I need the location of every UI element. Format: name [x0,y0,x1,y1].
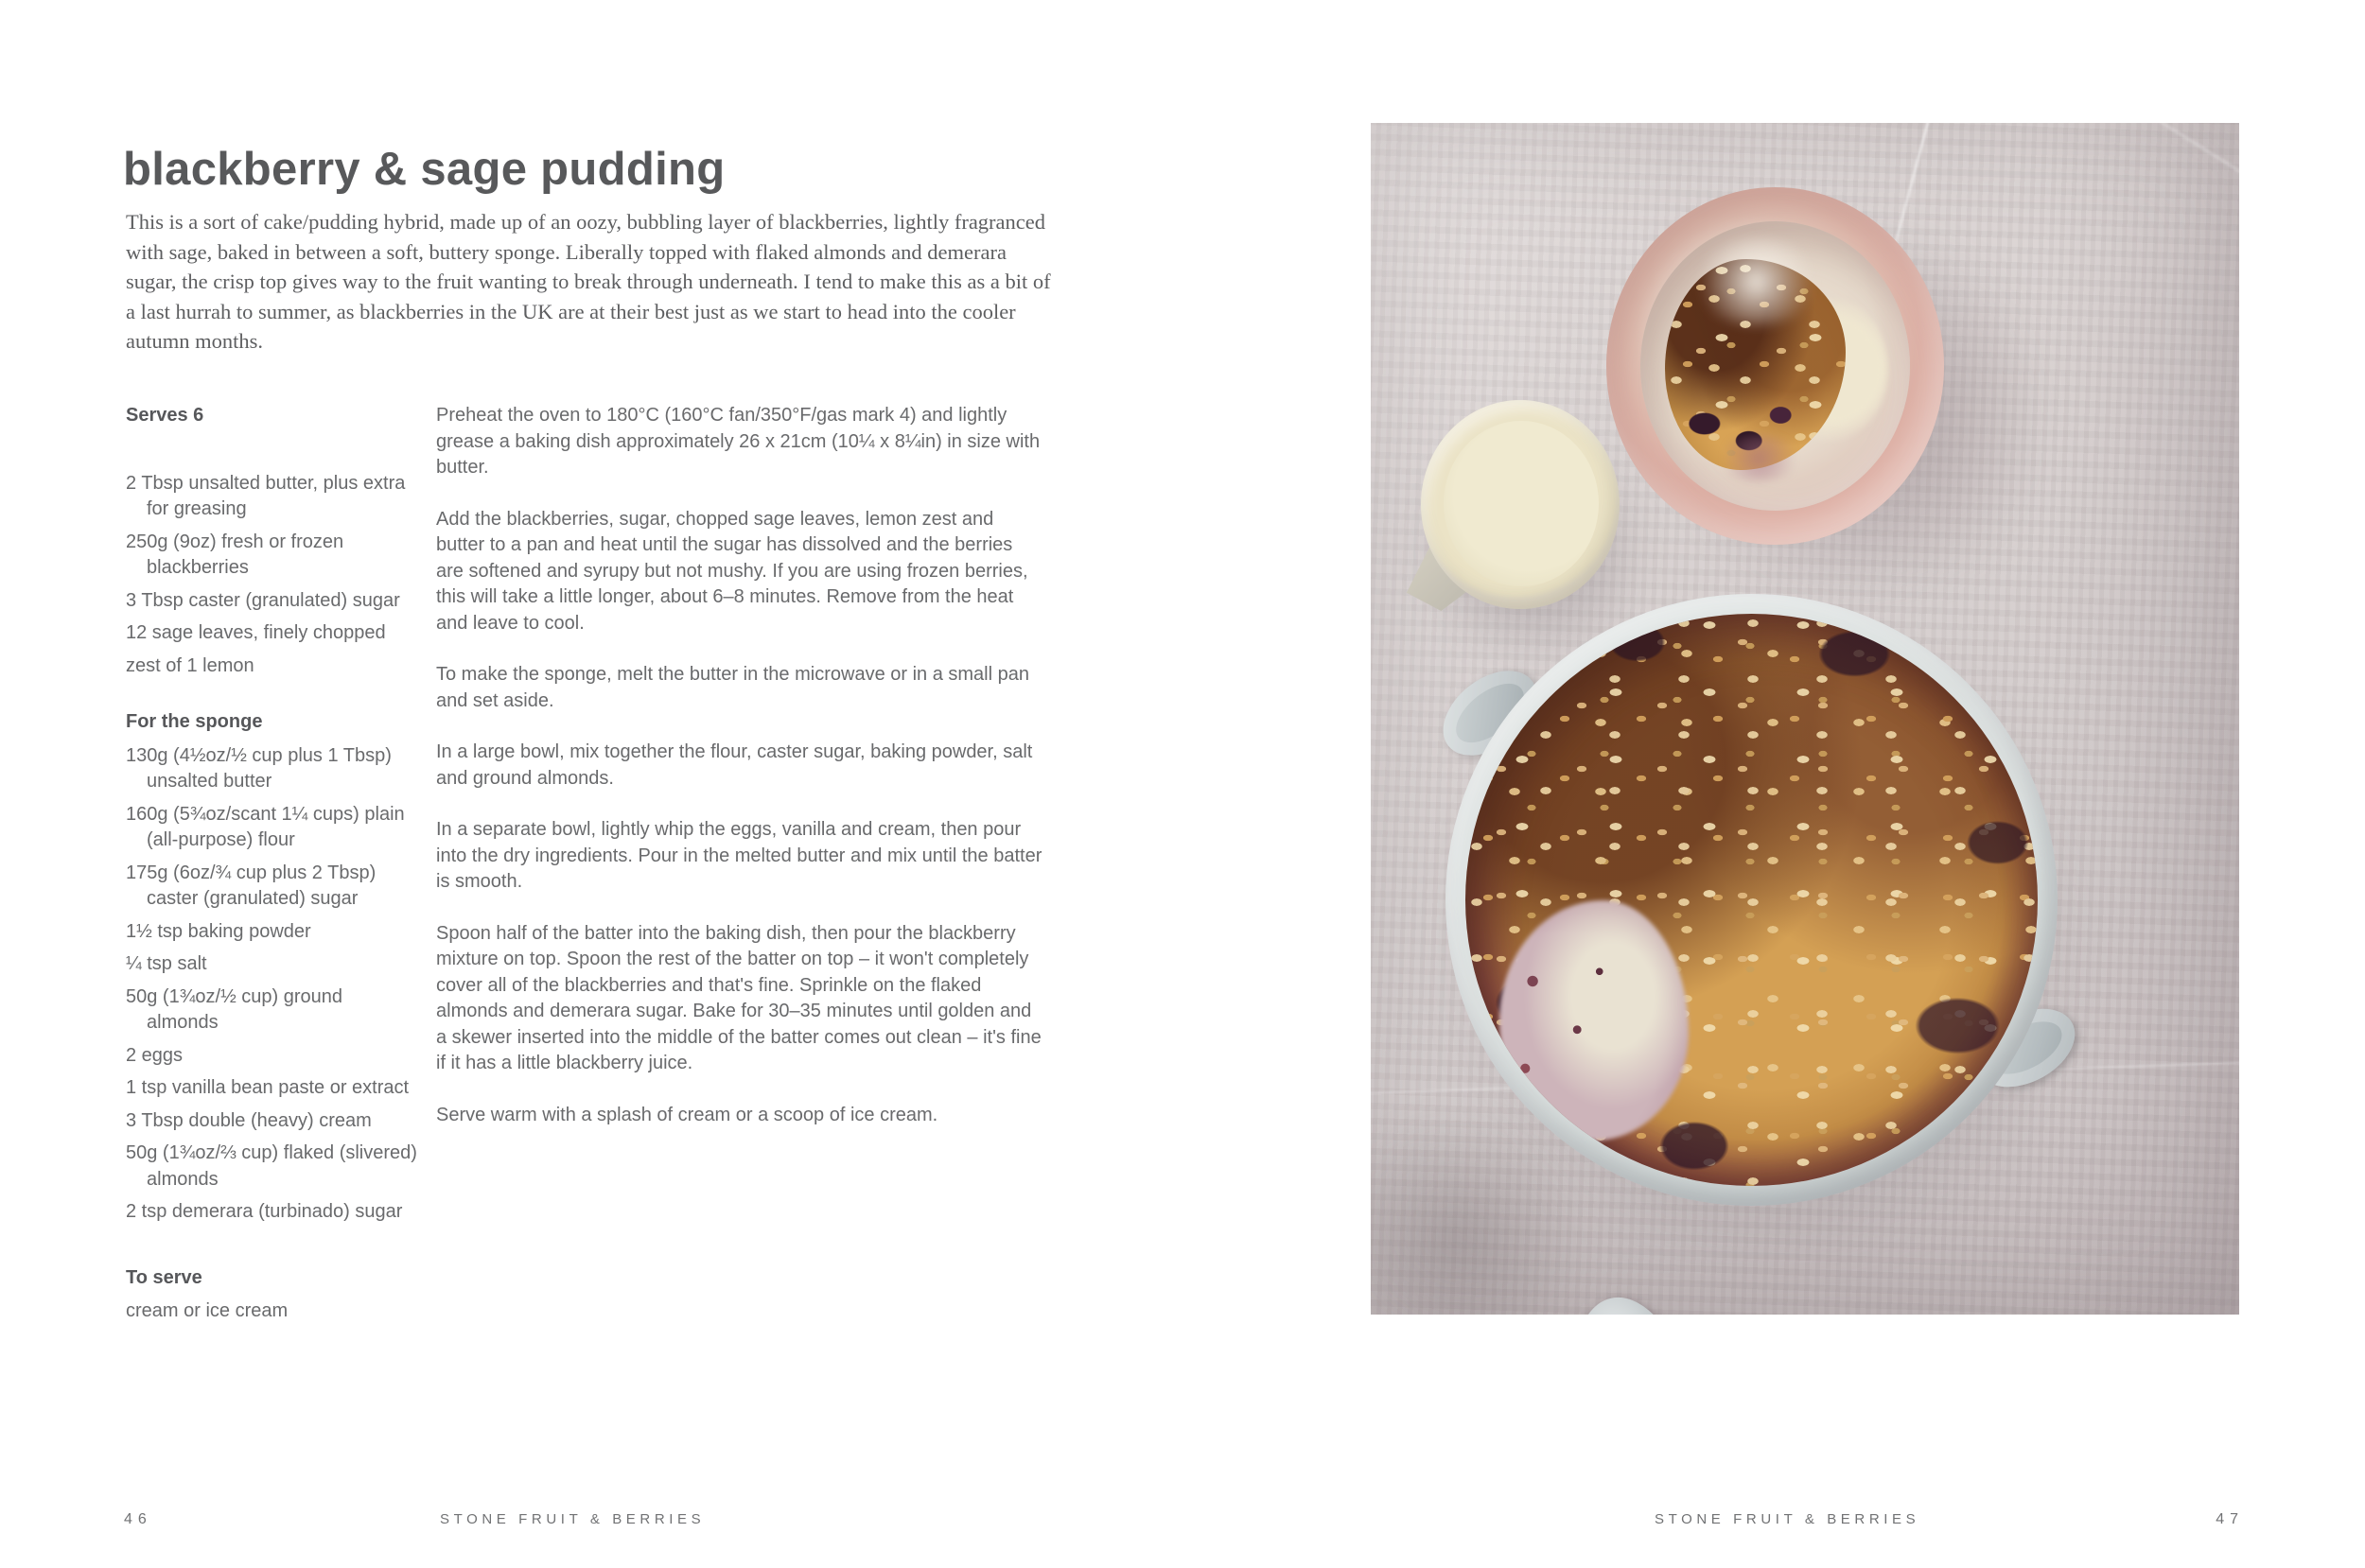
method-paragraph: To make the sponge, melt the butter in the microwave or in a small pan and set aside. [436,664,1029,711]
serves-label: Serves 6 [126,405,204,426]
method-paragraph: Add the blackberries, sugar, chopped sage leaves, lemon zest and butter to a pan and heat until the sugar has dissolved and the berries are softened and syrupy but not mushy. If you are using frozen berries, this will take a little longer, about 6–8 minutes. Remove from the heat and leave to cool. [436,508,1028,634]
sponge-heading: For the sponge [126,711,263,732]
ingredient-item: 1½ tsp baking powder [126,920,311,942]
ingredient-item: 2 Tbsp unsalted butter, plus extra for greasing [126,472,406,519]
pink-bowl [1606,187,1944,545]
spoon-berry-smear [1577,1309,1689,1315]
ingredient-item: 3 Tbsp double (heavy) cream [126,1109,372,1131]
ingredient-item: 12 sage leaves, finely chopped [126,622,386,643]
linen-crease [2018,123,2239,310]
page-number-left: 46 [124,1511,152,1527]
serving-spoon-bowl [1557,1285,1708,1315]
method-paragraph: In a large bowl, mix together the flour, caster sugar, baking powder, salt and ground almonds. [436,741,1033,789]
ingredient-item: 160g (5¾oz/scant 1¼ cups) plain (all-purpose) flour [126,803,405,850]
method-paragraph: Spoon half of the batter into the baking dish, then pour the blackberry mixture on top. Spoon the rest of the batter on top – it won't completely cover all of the blackberries and that's fine. Sprinkle on the flaked almonds and demerara sugar. Bake for 30–35 minutes until golden and a skewer inserted into the middle of the batter comes out clean – it's fine if it has a little blackberry juice. [436,922,1042,1073]
ingredients-main-list [126,471,417,680]
ingredient-item: 2 tsp demerara (turbinado) sugar [126,1201,403,1222]
ingredients-serve-list [126,1298,417,1325]
section-label-right: STONE FRUIT & BERRIES [1655,1511,1920,1527]
method-paragraph: Preheat the oven to 180°C (160°C fan/350°F/gas mark 4) and lightly grease a baking dish approximately 26 x 21cm (10¼ x 8¼in) in size with butter. [436,405,1041,478]
ingredient-item: cream or ice cream [126,1300,289,1321]
to-serve-heading: To serve [126,1266,202,1288]
recipe-title: blackberry & sage pudding [123,143,726,195]
method-paragraph: In a separate bowl, lightly whip the eggs, vanilla and cream, then pour into the dry ingredients. Pour in the melted butter and mix until the batter is smooth. [436,819,1042,892]
ingredient-item: 1 tsp vanilla bean paste or extract [126,1077,410,1098]
cream-jug [1421,400,1620,609]
baked-pudding [1465,614,2038,1186]
jug-cream [1444,421,1599,586]
ingredient-item: 130g (4½oz/½ cup plus 1 Tbsp) unsalted butter [126,744,392,792]
ingredient-item: 3 Tbsp caster (granulated) sugar [126,589,400,611]
ingredients-sponge-list [126,743,417,1226]
sugar-dusting [1694,238,1818,325]
berry-juice-smear [1716,435,1802,481]
section-label-left: STONE FRUIT & BERRIES [440,1511,706,1527]
berry-crumbs [1488,923,1637,1118]
pink-bowl-interior [1640,221,1910,511]
recipe-intro: This is a sort of cake/pudding hybrid, made up of an oozy, bubbling layer of blackberries, lightly fragranced with sage, baked in between a soft, buttery sponge. Liberally topped with flaked almonds and demerara sugar, the crisp top gives way to the fruit wanting to break through underneath. I tend to make this as a bit of a last hurrah to summer, as blackberries in the UK are at their best just as we start to head into the cooler autumn months. [126,210,1051,353]
ingredient-item: 175g (6oz/¾ cup plus 2 Tbsp) caster (granulated) sugar [126,862,377,909]
recipe-photo [1371,123,2239,1315]
ingredient-item: 50g (1¾oz/⅔ cup) flaked (slivered) almonds [126,1142,417,1190]
ingredient-item: 250g (9oz) fresh or frozen blackberries [126,531,344,578]
ingredient-item: 50g (1¾oz/½ cup) ground almonds [126,985,343,1033]
ingredients-column [126,403,417,1332]
ingredient-item: ¼ tsp salt [126,953,207,974]
baking-dish [1445,594,2058,1206]
ingredient-item: 2 eggs [126,1044,184,1066]
method-column [436,403,1043,1154]
ingredient-item: zest of 1 lemon [126,654,254,676]
page-number-right: 47 [2216,1511,2244,1527]
method-paragraph: Serve warm with a splash of cream or a scoop of ice cream. [436,1104,938,1125]
